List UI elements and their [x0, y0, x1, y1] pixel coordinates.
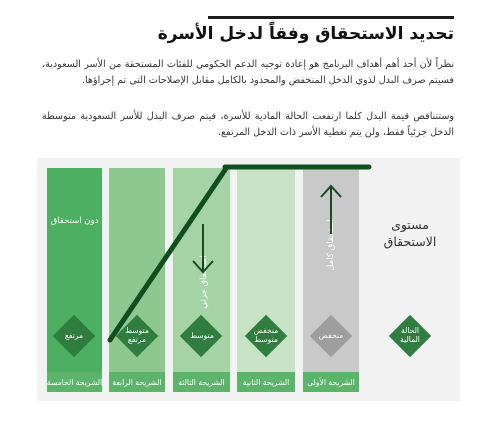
tier-5-label: الشريحة الخامسة	[47, 372, 102, 392]
status-text-tier-5: مرتفع	[64, 331, 84, 340]
tier-4-label: الشريحة الرابعة	[109, 372, 165, 392]
status-text-tier-4: متوسط مرتفع	[125, 326, 149, 344]
entitlement-curve	[37, 158, 460, 401]
no-entitlement-label: دون استحقاق	[50, 216, 99, 226]
status-text-tier-3: متوسط	[190, 331, 214, 340]
tier-3-label: الشريحة الثالثة	[173, 372, 230, 392]
title-rule	[208, 16, 454, 19]
down-arrow-icon	[193, 224, 213, 272]
financial-status-text: الحالة المالية	[400, 326, 420, 344]
partial-entitlement-label: استحقاق جزئي	[199, 255, 209, 309]
tier-1-label: الشريحة الأولى	[303, 372, 359, 392]
status-text-tier-2: منخفض متوسط	[253, 326, 279, 344]
full-entitlement-label: استحقاق كامل	[326, 219, 336, 271]
entitlement-level-label: مستوى الاستحقاق	[383, 217, 437, 249]
entitlement-chart	[37, 158, 460, 401]
intro-paragraph: نظراً لأن أحد أهم أهداف البرنامج هو إعادة توجيه الدعم الحكومي للفئات المستحقة من الأسر السعودية، فسيتم صرف البدل لذوي الدخل المنخفض والمحدود بالكامل مقابل الإصلاحات التي تم إجراؤها.	[42, 59, 454, 86]
rising-curve-line	[110, 167, 227, 340]
tier-2-label: الشريحة الثانية	[237, 372, 295, 392]
up-arrow-icon	[321, 186, 341, 234]
status-text-tier-1: منخفض	[318, 331, 344, 340]
page-title: تحديد الاستحقاق وفقاً لدخل الأسرة	[157, 24, 454, 44]
detail-paragraph: وستتناقص قيمة البدل كلما ارتفعت الحالة المادية للأسرة، فيتم صرف البدل للأسر السعودية متوسطة الدخل جزئياً فقط، ولن يتم تغطية الأسر ذات الدخل المرتفع.	[42, 111, 454, 138]
